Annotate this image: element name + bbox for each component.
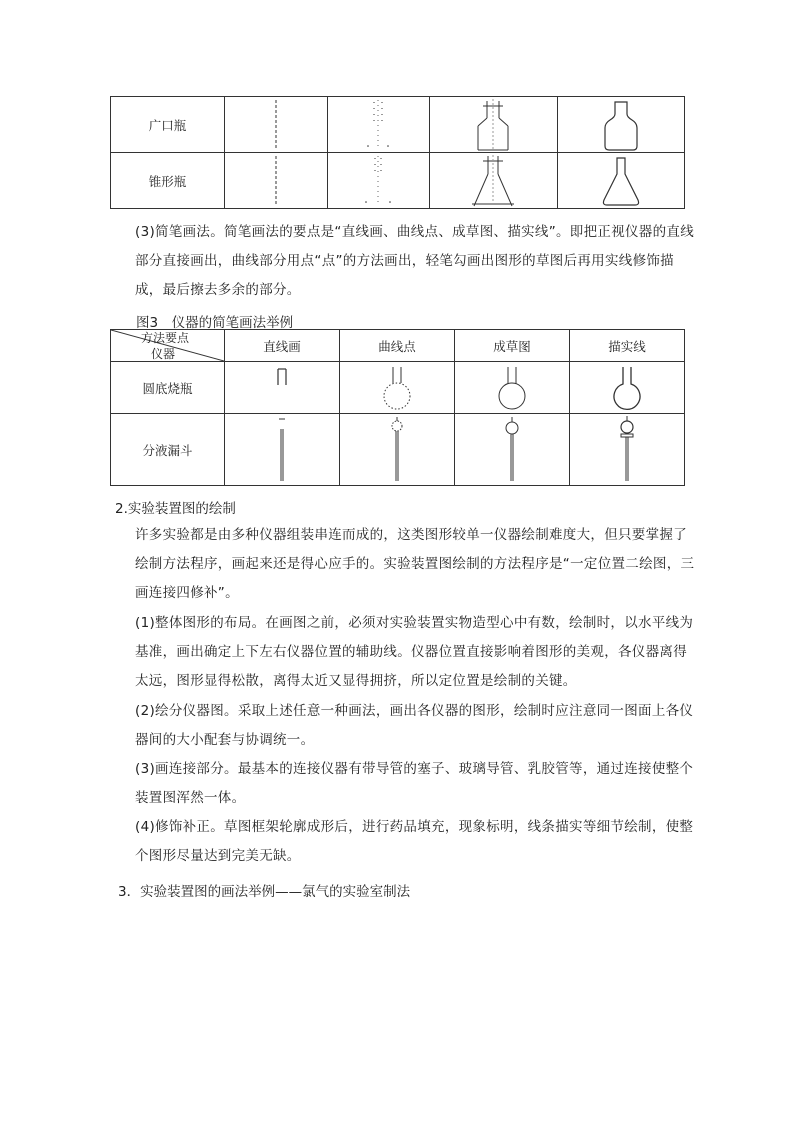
separatory-funnel-lines-cell	[225, 414, 340, 486]
round-flask-straight-lines	[262, 363, 302, 413]
section-2-step-3: (3)画连接部分。最基本的连接仪器有带导管的塞子、玻璃导管、乳胶管等，通过连接使整个装置图浑然一体。	[135, 761, 694, 806]
column-header: 描实线	[570, 330, 685, 362]
section-3-heading: 3．实验装置图的画法举例——氯气的实验室制法	[118, 884, 411, 900]
separatory-funnel-straight-lines	[267, 415, 297, 485]
wide-mouth-bottle-points-cell	[327, 97, 430, 153]
column-header: 成草图	[455, 330, 570, 362]
section-2-step-4: (4)修饰补正。草图框架轮廓成形后，进行药品填充，现象标明，线条描实等细节绘制，使整个图形尽量达到完美无缺。	[135, 819, 694, 864]
round-flask-dotted-curve	[377, 363, 417, 413]
row-label: 锥形瓶	[111, 153, 225, 209]
table-row	[111, 97, 685, 153]
wide-mouth-bottle-axis-cell	[225, 97, 328, 153]
point-marks-sketch	[358, 98, 398, 152]
conical-flask-axis-cell	[225, 153, 328, 209]
separatory-funnel-draft	[497, 415, 527, 485]
separatory-funnel-draft-cell	[455, 414, 570, 486]
row-label: 广口瓶	[111, 97, 225, 153]
round-flask-draft	[492, 363, 532, 413]
center-line-sketch	[256, 154, 296, 208]
wide-mouth-bottle-final-cell	[557, 97, 685, 153]
section-2-step-2: (2)绘分仪器图。采取上述任意一种画法，画出各仪器的图形，绘制时应注意同一图面上各仪器间的大小配套与协调统一。	[135, 703, 694, 748]
figure-3-caption: 图3 仪器的简笔画法举例	[136, 315, 294, 331]
wide-mouth-bottle-draft	[468, 98, 518, 152]
section-2-heading: 2.实验装置图的绘制	[115, 501, 236, 517]
center-line-sketch	[256, 98, 296, 152]
separatory-funnel-points-cell	[340, 414, 455, 486]
row-label: 分液漏斗	[111, 414, 225, 486]
round-flask-points-cell	[340, 362, 455, 414]
wide-mouth-bottle-outline	[596, 98, 646, 152]
conical-flask-points-cell	[327, 153, 430, 209]
section-2-step-1: (1)整体图形的布局。在画图之前，必须对实验装置实物造型心中有数，绘制时，以水平线为基准，画出确定上下左右仪器位置的辅助线。仪器位置直接影响着图形的美观，各仪器离得太远，图形显得松散，离得太近又显得拥挤，所以定位置是绘制的关键。	[135, 615, 694, 689]
round-flask-lines-cell	[225, 362, 340, 414]
table-row	[111, 153, 685, 209]
wide-mouth-bottle-sketch-cell	[430, 97, 558, 153]
instrument-method-table-continued	[110, 96, 685, 209]
round-flask-outline	[607, 363, 647, 413]
column-header: 曲线点	[340, 330, 455, 362]
diagonal-header-cell	[111, 330, 225, 362]
conical-flask-outline	[596, 154, 646, 208]
round-flask-final-cell	[570, 362, 685, 414]
separatory-funnel-dotted	[382, 415, 412, 485]
conical-flask-sketch-cell	[430, 153, 558, 209]
corner-label-method: 方法要点	[141, 331, 190, 345]
section-2-intro: 许多实验都是由多种仪器组装串连而成的，这类图形较单一仪器绘制难度大，但只要掌握了绘制方法程序，画起来还是得心应手的。实验装置图绘制的方法程序是“一定位置二绘图，三画连接四修补”。	[135, 527, 695, 601]
conical-flask-draft	[468, 154, 518, 208]
table-header-row	[111, 330, 685, 362]
separatory-funnel-final-cell	[570, 414, 685, 486]
figure-3-table	[110, 329, 685, 486]
column-header: 直线画	[225, 330, 340, 362]
row-label: 圆底烧瓶	[111, 362, 225, 414]
conical-flask-final-cell	[557, 153, 685, 209]
table-row	[111, 362, 685, 414]
separatory-funnel-outline	[612, 415, 642, 485]
table-row	[111, 414, 685, 486]
paragraph-simple-drawing-method: (3)简笔画法。简笔画法的要点是“直线画、曲线点、成草图、描实线”。即把正视仪器的直线部分直接画出，曲线部分用点“点”的方法画出，轻笔勾画出图形的草图后再用实线修饰描成，最后擦去多余的部分。	[135, 224, 695, 298]
corner-label-instrument: 仪器	[151, 347, 176, 361]
point-marks-sketch	[358, 154, 398, 208]
round-flask-draft-cell	[455, 362, 570, 414]
